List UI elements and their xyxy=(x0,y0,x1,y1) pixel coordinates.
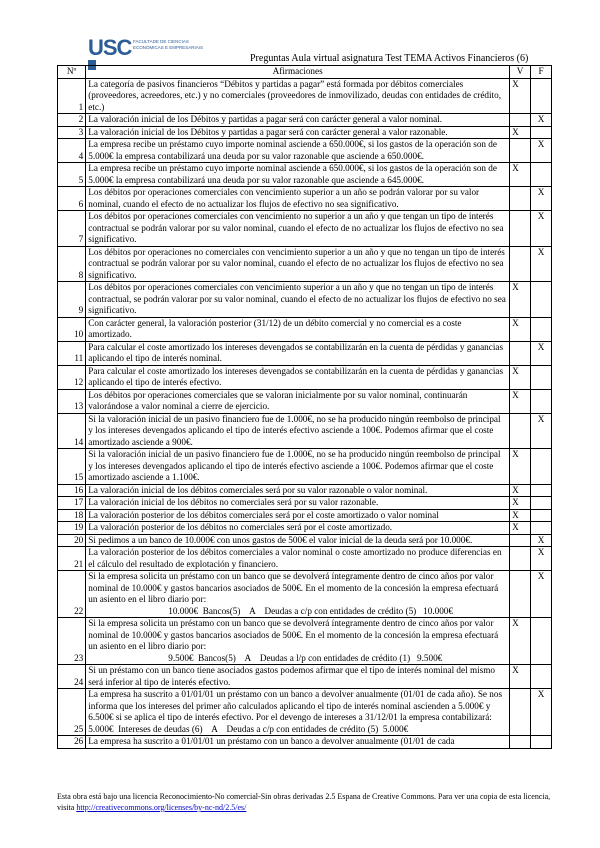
table-row xyxy=(58,187,552,211)
true-mark xyxy=(510,139,531,163)
journal-entry: 10.000€ Bancos(5) A Deudas a c/p con entidades de crédito (5) 10.000€ xyxy=(168,605,453,616)
table-header-row xyxy=(58,66,552,79)
false-mark xyxy=(531,665,552,689)
table-row xyxy=(58,163,552,187)
statement-cell xyxy=(86,534,510,547)
true-mark xyxy=(510,114,531,127)
row-number: 12 xyxy=(58,365,86,389)
statement-cell xyxy=(86,139,510,163)
false-mark: X xyxy=(531,689,552,736)
table-row xyxy=(58,509,552,522)
false-mark: X xyxy=(531,187,552,211)
true-mark xyxy=(510,547,531,571)
header-statements: Afirmaciones xyxy=(86,66,510,79)
statement-text: Los débitos por operaciones comerciales con vencimiento superior a un año y que no tengan un tipo de interés contractual, se podrán valorar por su valor nominal, cuando el efecto de no actualizar los flujos de efectivo no sea significativo. xyxy=(88,282,506,315)
false-mark xyxy=(531,484,552,497)
row-number: 23 xyxy=(58,618,86,665)
statement-text: Los débitos por operaciones comerciales con vencimiento no superior a un año y que tengan un tipo de interés contractual se podrán valorar por su valor nominal, cuando el efecto de no actualizar los flujos de efectivo no sea significativo. xyxy=(88,211,504,244)
true-mark: X xyxy=(510,618,531,665)
row-number: 15 xyxy=(58,449,86,485)
row-number: 19 xyxy=(58,522,86,535)
statement-cell xyxy=(86,665,510,689)
statement-text: La valoración inicial de los Débitos y partidas a pagar será con carácter general a valor razonable. xyxy=(88,126,448,137)
statement-text: Con carácter general, la valoración posterior (31/12) de un débito comercial y no comercial es a coste amortizado. xyxy=(88,317,462,339)
statement-text: La valoración inicial de los débitos no comerciales será por su valor razonable. xyxy=(88,497,379,507)
row-number: 25 xyxy=(58,689,86,736)
statement-text: Si la empresa solicita un préstamo con un banco que se devolverá íntegramente dentro de cinco años por valor nominal de 10.000€ y gastos bancarios asociados de 500€. En el momento de la concesión la empresa efectuará un asiento en el libro diario por: xyxy=(88,571,499,604)
statement-text: Los débitos por operaciones comerciales que se valoran inicialmente por su valor nominal, continuarán valorándose a valor nominal a cierre de ejercicio. xyxy=(88,389,468,411)
true-mark: X xyxy=(510,522,531,535)
table-row xyxy=(58,114,552,127)
row-number: 14 xyxy=(58,413,86,449)
true-mark xyxy=(510,413,531,449)
false-mark: X xyxy=(531,341,552,365)
row-number: 4 xyxy=(58,139,86,163)
true-mark: X xyxy=(510,126,531,139)
row-number: 2 xyxy=(58,114,86,127)
statement-cell xyxy=(86,509,510,522)
table-row xyxy=(58,126,552,139)
table-row xyxy=(58,365,552,389)
row-number: 24 xyxy=(58,665,86,689)
true-mark xyxy=(510,211,531,247)
false-mark xyxy=(531,497,552,510)
row-number: 11 xyxy=(58,341,86,365)
statement-cell xyxy=(86,571,510,618)
statement-text: La empresa recibe un préstamo cuyo importe nominal asciende a 650.000€, si los gastos de la operación son de 5.000€ la empresa contabilizará una deuda por su valor razonable que asciende a 645.000€. xyxy=(88,163,497,185)
table-row xyxy=(58,317,552,341)
table-row xyxy=(58,484,552,497)
statement-cell xyxy=(86,547,510,571)
false-mark: X xyxy=(531,114,552,127)
false-mark xyxy=(531,522,552,535)
statement-cell xyxy=(86,317,510,341)
statement-text: La valoración posterior de los débitos comerciales a valor nominal o coste amortizado no produce diferencias en el cálculo del resultado de explotación y financiero. xyxy=(88,547,502,569)
statement-cell xyxy=(86,341,510,365)
false-mark xyxy=(531,282,552,318)
table-row xyxy=(58,547,552,571)
true-mark: X xyxy=(510,317,531,341)
table-row xyxy=(58,497,552,510)
statement-cell xyxy=(86,413,510,449)
row-number: 1 xyxy=(58,78,86,114)
row-number: 3 xyxy=(58,126,86,139)
statement-cell xyxy=(86,736,510,749)
false-mark xyxy=(531,736,552,749)
statement-cell xyxy=(86,126,510,139)
header-num: Nº xyxy=(58,66,86,79)
table-row xyxy=(58,282,552,318)
row-number: 9 xyxy=(58,282,86,318)
false-mark: X xyxy=(531,571,552,618)
table-row xyxy=(58,78,552,114)
false-mark xyxy=(531,449,552,485)
table-row xyxy=(58,211,552,247)
statement-cell xyxy=(86,497,510,510)
false-mark: X xyxy=(531,246,552,282)
table-row xyxy=(58,413,552,449)
row-number: 8 xyxy=(58,246,86,282)
table-row xyxy=(58,534,552,547)
true-mark: X xyxy=(510,497,531,510)
true-mark xyxy=(510,246,531,282)
statement-text: Si pedimos a un banco de 10.000€ con unos gastos de 500€ el valor inicial de la deuda será por 10.000€. xyxy=(88,534,473,545)
false-mark xyxy=(531,389,552,413)
table-row xyxy=(58,665,552,689)
statement-text: La valoración inicial de los Débitos y partidas a pagar será con carácter general a valor nominal. xyxy=(88,114,443,124)
statement-text: Los débitos por operaciones comerciales con vencimiento superior a un año se podrán valorar por su valor nominal, cuando el efecto de no actualizar los flujos de efectivo no sea significativo. xyxy=(88,187,480,209)
table-body xyxy=(58,78,552,748)
logo-subtitle: FACULTADE DE CIENCIAS ECONÓMICAS E EMPRESARIAIS xyxy=(133,39,204,50)
statement-text: Los débitos por operaciones no comerciales con vencimiento superior a un año y que no tengan un tipo de interés contractual se podrán valorar por su valor nominal, cuando el efecto de no actualizar los flujos de efectivo no sea significativo. xyxy=(88,246,505,280)
true-mark xyxy=(510,736,531,749)
true-mark: X xyxy=(510,665,531,689)
true-mark xyxy=(510,341,531,365)
table-row xyxy=(58,389,552,413)
true-mark: X xyxy=(510,449,531,485)
table-row xyxy=(58,246,552,282)
table-row xyxy=(58,522,552,535)
header-false: F xyxy=(531,66,552,79)
row-number: 17 xyxy=(58,497,86,510)
table-row xyxy=(58,571,552,618)
journal-entry: 5.000€ Intereses de deudas (6) A Deudas a c/p con entidades de crédito (5) 5.000€ xyxy=(88,723,409,734)
true-mark: X xyxy=(510,365,531,389)
false-mark xyxy=(531,509,552,522)
true-mark xyxy=(510,187,531,211)
row-number: 7 xyxy=(58,211,86,247)
statement-text: Si la valoración inicial de un pasivo financiero fue de 1.000€, no se ha producido ningún reembolso de principal y los intereses devengados aplicando el tipo de interés efectivo asciende a 100€. Podemos afirmar que el coste amortizado asciende a 900€. xyxy=(88,413,501,447)
statement-text: La valoración posterior de los débitos no comerciales será por el coste amortizado. xyxy=(88,522,393,532)
statement-cell xyxy=(86,187,510,211)
false-mark: X xyxy=(531,547,552,571)
row-number: 20 xyxy=(58,534,86,547)
statement-text: La empresa ha suscrito a 01/01/01 un préstamo con un banco a devolver anualmente (01/01 de cada año). Se nos informa que los intereses del primer año calculados aplicando el tipo de interés nominal ascienden a 5.000€ y 6.500€ si se aplica el tipo de interés efectivo. Por el devengo de intereses a 31/12/01 la empresa contabilizará: xyxy=(88,689,503,722)
statement-text: La empresa recibe un préstamo cuyo importe nominal asciende a 650.000€, si los gastos de la operación son de 5.000€ la empresa contabilizará una deuda por su valor razonable que asciende a 650.000€. xyxy=(88,139,497,161)
statement-cell xyxy=(86,114,510,127)
statement-text: La valoración posterior de los débitos comerciales será por el coste amortizado o valor nominal xyxy=(88,509,439,520)
license-footer xyxy=(57,791,557,813)
true-mark: X xyxy=(510,78,531,114)
true-mark xyxy=(510,689,531,736)
true-mark: X xyxy=(510,484,531,497)
false-mark: X xyxy=(531,534,552,547)
statement-text: La empresa ha suscrito a 01/01/01 un préstamo con un banco a devolver anualmente (01/01 de cada xyxy=(88,736,455,746)
statement-cell xyxy=(86,689,510,736)
true-mark: X xyxy=(510,163,531,187)
false-mark xyxy=(531,618,552,665)
true-mark: X xyxy=(510,389,531,413)
row-number: 16 xyxy=(58,484,86,497)
table-row xyxy=(58,618,552,665)
false-mark xyxy=(531,365,552,389)
false-mark xyxy=(531,126,552,139)
false-mark xyxy=(531,317,552,341)
statement-text: Para calcular el coste amortizado los intereses devengados se contabilizarán en la cuenta de pérdidas y ganancias aplicando el tipo de interés nominal. xyxy=(88,341,504,363)
false-mark: X xyxy=(531,139,552,163)
university-logo xyxy=(88,36,208,68)
journal-entry: 9.500€ Bancos(5) A Deudas a l/p con entidades de crédito (1) 9.500€ xyxy=(168,652,443,663)
statement-cell xyxy=(86,211,510,247)
row-number: 13 xyxy=(58,389,86,413)
false-mark xyxy=(531,78,552,114)
header-true: V xyxy=(510,66,531,79)
true-mark xyxy=(510,534,531,547)
statement-text: Si un préstamo con un banco tiene asociados gastos podemos afirmar que el tipo de interés nominal del mismo será inferior al tipo de interés efectivo. xyxy=(88,665,495,687)
true-mark: X xyxy=(510,282,531,318)
license-link[interactable]: http://creativecommons.org/licenses/by-nc-nd/2.5/es/ xyxy=(76,803,247,812)
row-number: 5 xyxy=(58,163,86,187)
row-number: 26 xyxy=(58,736,86,749)
statement-cell xyxy=(86,522,510,535)
table-row xyxy=(58,449,552,485)
row-number: 22 xyxy=(58,571,86,618)
statement-text: La valoración inicial de los débitos comerciales será por su valor razonable o valor nominal. xyxy=(88,484,428,495)
row-number: 18 xyxy=(58,509,86,522)
statement-cell xyxy=(86,78,510,114)
statement-cell xyxy=(86,282,510,318)
statement-cell xyxy=(86,618,510,665)
statement-text: Para calcular el coste amortizado los intereses devengados se contabilizarán en la cuenta de pérdidas y ganancias aplicando el tipo de interés efectivo. xyxy=(88,365,504,387)
statement-cell xyxy=(86,365,510,389)
statement-cell xyxy=(86,163,510,187)
table-row xyxy=(58,736,552,749)
false-mark: X xyxy=(531,413,552,449)
table-row xyxy=(58,689,552,736)
statement-cell xyxy=(86,389,510,413)
false-mark xyxy=(531,163,552,187)
false-mark: X xyxy=(531,211,552,247)
row-number: 6 xyxy=(58,187,86,211)
table-row xyxy=(58,341,552,365)
logo-text: USC xyxy=(88,35,132,60)
statement-cell xyxy=(86,449,510,485)
statement-text: Si la empresa solicita un préstamo con un banco que se devolverá íntegramente dentro de cinco años por valor nominal de 10.000€ y gastos bancarios asociados de 500€. En el momento de la concesión la empresa efectuará un asiento en el libro diario por: xyxy=(88,618,499,651)
statement-text: La categoría de pasivos financieros “Débitos y partidas a pagar” está formada por débitos comerciales (proveedores, acreedores, etc.) y no comerciales (proveedores de inmovilizado, deudas con entidades de crédito, etc.) xyxy=(88,78,502,112)
true-mark xyxy=(510,571,531,618)
document-title: Preguntas Aula virtual asignatura Test TEMA Activos Financieros (6) xyxy=(250,53,529,64)
row-number: 10 xyxy=(58,317,86,341)
statement-cell xyxy=(86,246,510,282)
row-number: 21 xyxy=(58,547,86,571)
table-row xyxy=(58,139,552,163)
statement-cell xyxy=(86,484,510,497)
license-text: Esta obra está bajo una licencia Reconocimiento-No comercial-Sin obras derivadas 2.5 Espana de Creative Commons. Para ver una copia de esta licencia, visita xyxy=(57,792,551,812)
statement-text: Si la valoración inicial de un pasivo financiero fue de 1.000€, no se ha producido ningún reembolso de principal y los intereses devengados aplicando el tipo de interés efectivo asciende a 100€. Podemos afirmar que el coste amortizado asciende a 1.100€. xyxy=(88,449,501,482)
statements-table xyxy=(57,65,552,749)
true-mark: X xyxy=(510,509,531,522)
